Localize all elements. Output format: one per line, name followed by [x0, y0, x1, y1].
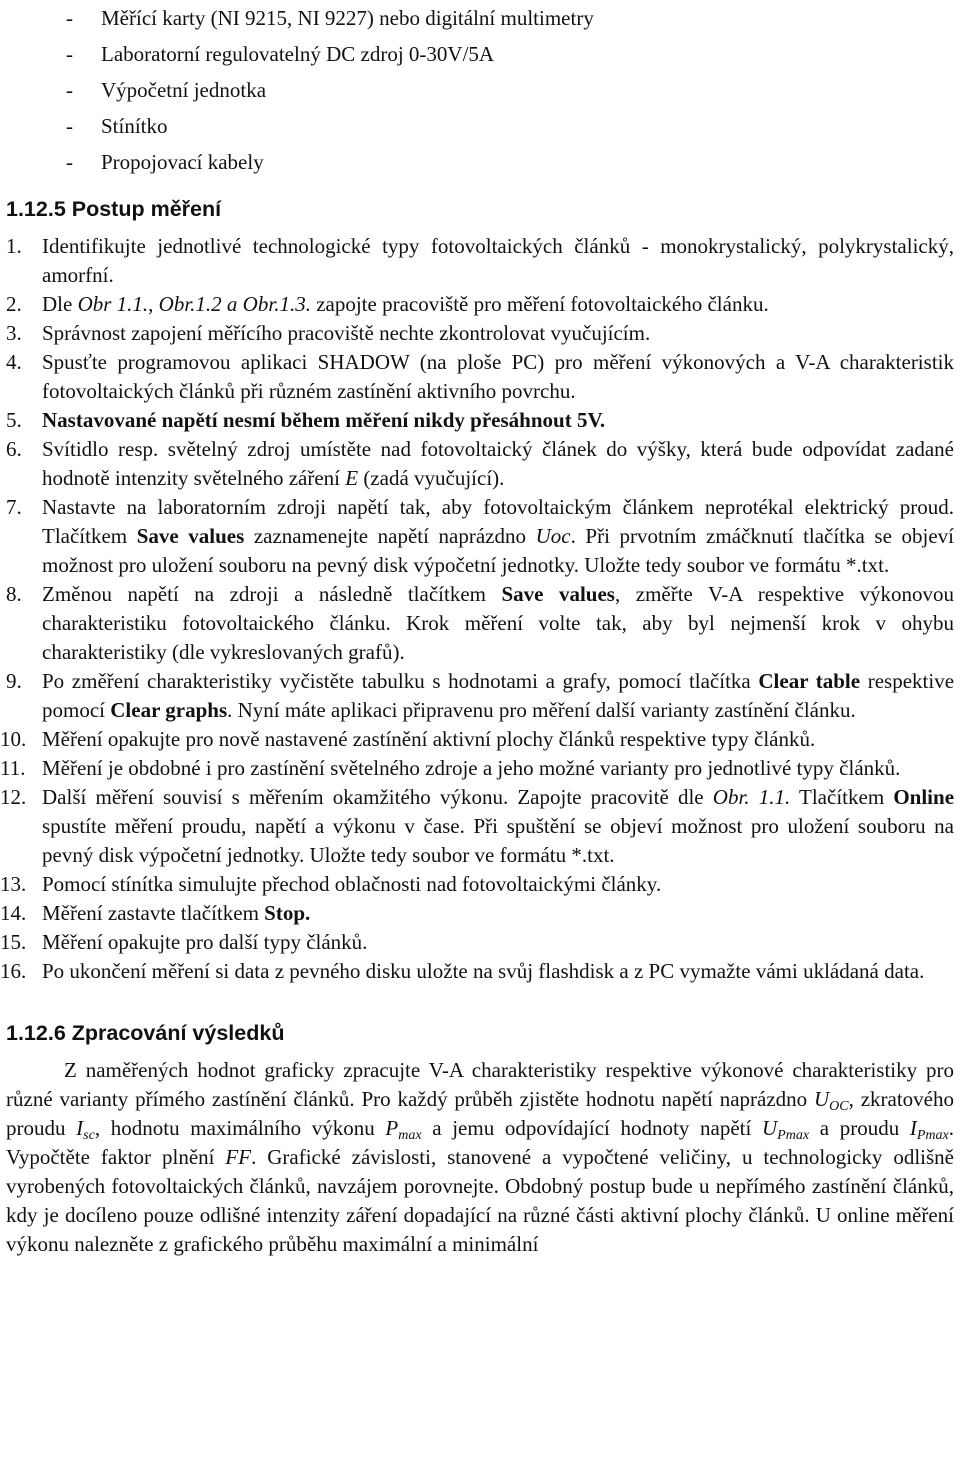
figure-reference: Obr. 1.1. — [712, 785, 791, 809]
step-2: 2. Dle Obr 1.1., Obr.1.2 a Obr.1.3. zapojte pracoviště pro měření fotovoltaického článku. — [6, 292, 769, 316]
equipment-list — [6, 0, 954, 180]
step-13: 13. Pomocí stínítka simulujte přechod oblačnosti nad fotovoltaickými články. — [0, 872, 662, 896]
step-1: 1. Identifikujte jednotlivé technologické typy fotovoltaických článků - monokrystalický, polykrystalický, amorfní. — [6, 234, 954, 287]
section-heading-procedure: 1.12.5 Postup měření — [6, 197, 222, 221]
step-10: 10. Měření opakujte pro nově nastavené zastínění aktivní plochy článků respektive typy článků. — [0, 727, 816, 751]
figure-reference: Obr 1.1. — [77, 292, 149, 316]
button-name-clear-table: Clear table — [758, 669, 861, 693]
button-name-save-values: Save values — [136, 524, 245, 548]
step-16: 16. Po ukončení měření si data z pevného disku uložte na svůj flashdisk a z PC vymažte vámi ukládaná data. — [0, 959, 925, 983]
list-item: - Propojovací kabely — [66, 150, 264, 174]
step-6: 6. Svítidlo resp. světelný zdroj umístěte nad fotovoltaický článek do výšky, která bude odpovídat zadané hodnotě intenzity světelného záření E (zadá vyučující). — [6, 437, 954, 490]
step-7: 7. Nastavte na laboratorním zdroji napětí tak, aby fotovoltaickým článkem neprotékal elektrický proud. Tlačítkem Save values zaznamenejte napětí naprázdno Uoc. Při prvotním zmáčknutí tlačítka se objeví možnost pro uložení souboru na pevný disk výpočetní jednotky. Uložte tedy soubor ve formátu *.txt. — [6, 495, 954, 577]
warning-text: Nastavované napětí nesmí během měření nikdy přesáhnout 5V. — [42, 408, 606, 432]
results-paragraph: Z naměřených hodnot graficky zpracujte V-A charakteristiky respektive výkonové charakteristiky pro různé varianty přímého zastínění článků. Pro každý průběh zjistěte hodnotu napětí naprázdno $U_{OC}$, zkratového proudu $I_{sc}$, hodnotu maximálního výkonu $P_{max}$ a jemu odpovídající hodnoty napětí $U_{Pmax}$ a proudu $I_{Pmax}$. Vypočtěte faktor plnění FF. Grafické závislosti, stanovené a vypočtené veličiny, u technologicky odlišně vyrobených fotovoltaických článků, navzájem porovnejte. Obdobný postup bude u nepřímého zastínění článků, kdy je docíleno pouze odlišné intenzity záření dopadající na různé části aktivní plochy článků. U online měření výkonu nalezněte z grafického průběhu maximální a minimální — [6, 1058, 954, 1256]
figure-reference: Obr.1.2 a Obr.1.3. — [158, 292, 311, 316]
step-9: 9. Po změření charakteristiky vyčistěte tabulku s hodnotami a grafy, pomocí tlačítka Clear table respektive pomocí Clear graphs. Nyní máte aplikaci připravenu pro měření další varianty zastínění článku. — [6, 669, 955, 722]
step-3: 3. Správnost zapojení měřícího pracoviště nechte zkontrolovat vyučujícím. — [6, 321, 651, 345]
step-8: 8. Změnou napětí na zdroji a následně tlačítkem Save values, změřte V-A respektive výkonovou charakteristiku fotovoltaického článku. Krok měření volte tak, aby byl nejmenší krok v ohybu charakteristiky (dle vykreslovaných grafů). — [6, 582, 955, 664]
step-12: 12. Další měření souvisí s měřením okamžitého výkonu. Zapojte pracovitě dle Obr. 1.1. Tlačítkem Online spustíte měření proudu, napětí a výkonu v čase. Při spuštění se objeví možnost pro uložení souboru na pevný disk výpočetní jednotky. Uložte tedy soubor ve formátu *.txt. — [0, 785, 955, 867]
button-name-online: Online — [893, 785, 955, 809]
list-item: - Laboratorní regulovatelný DC zdroj 0-30V/5A — [66, 42, 495, 66]
button-name-clear-graphs: Clear graphs — [110, 698, 228, 722]
step-4: 4. Spusťte programovou aplikaci SHADOW (na ploše PC) pro měření výkonových a V-A charakteristik fotovoltaických článků při různém zastínění aktivního povrchu. — [6, 350, 954, 403]
section-heading-results: 1.12.6 Zpracování výsledků — [6, 1021, 285, 1045]
step-5: 5. Nastavované napětí nesmí během měření nikdy přesáhnout 5V. — [6, 408, 606, 432]
list-item: - Stínítko — [66, 114, 168, 138]
step-11: 11. Měření je obdobné i pro zastínění světelného zdroje a jeho možné varianty pro jednotlivé typy článků. — [0, 756, 901, 780]
button-name-save-values: Save values — [501, 582, 615, 606]
step-14: 14. Měření zastavte tlačítkem Stop. — [0, 901, 311, 925]
button-name-stop: Stop. — [264, 901, 311, 925]
list-item: - Výpočetní jednotka — [66, 78, 267, 102]
procedure-steps — [0, 232, 955, 986]
step-15: 15. Měření opakujte pro další typy článků. — [0, 930, 368, 954]
list-item: - Měřící karty (NI 9215, NI 9227) nebo digitální multimetry — [66, 6, 594, 30]
